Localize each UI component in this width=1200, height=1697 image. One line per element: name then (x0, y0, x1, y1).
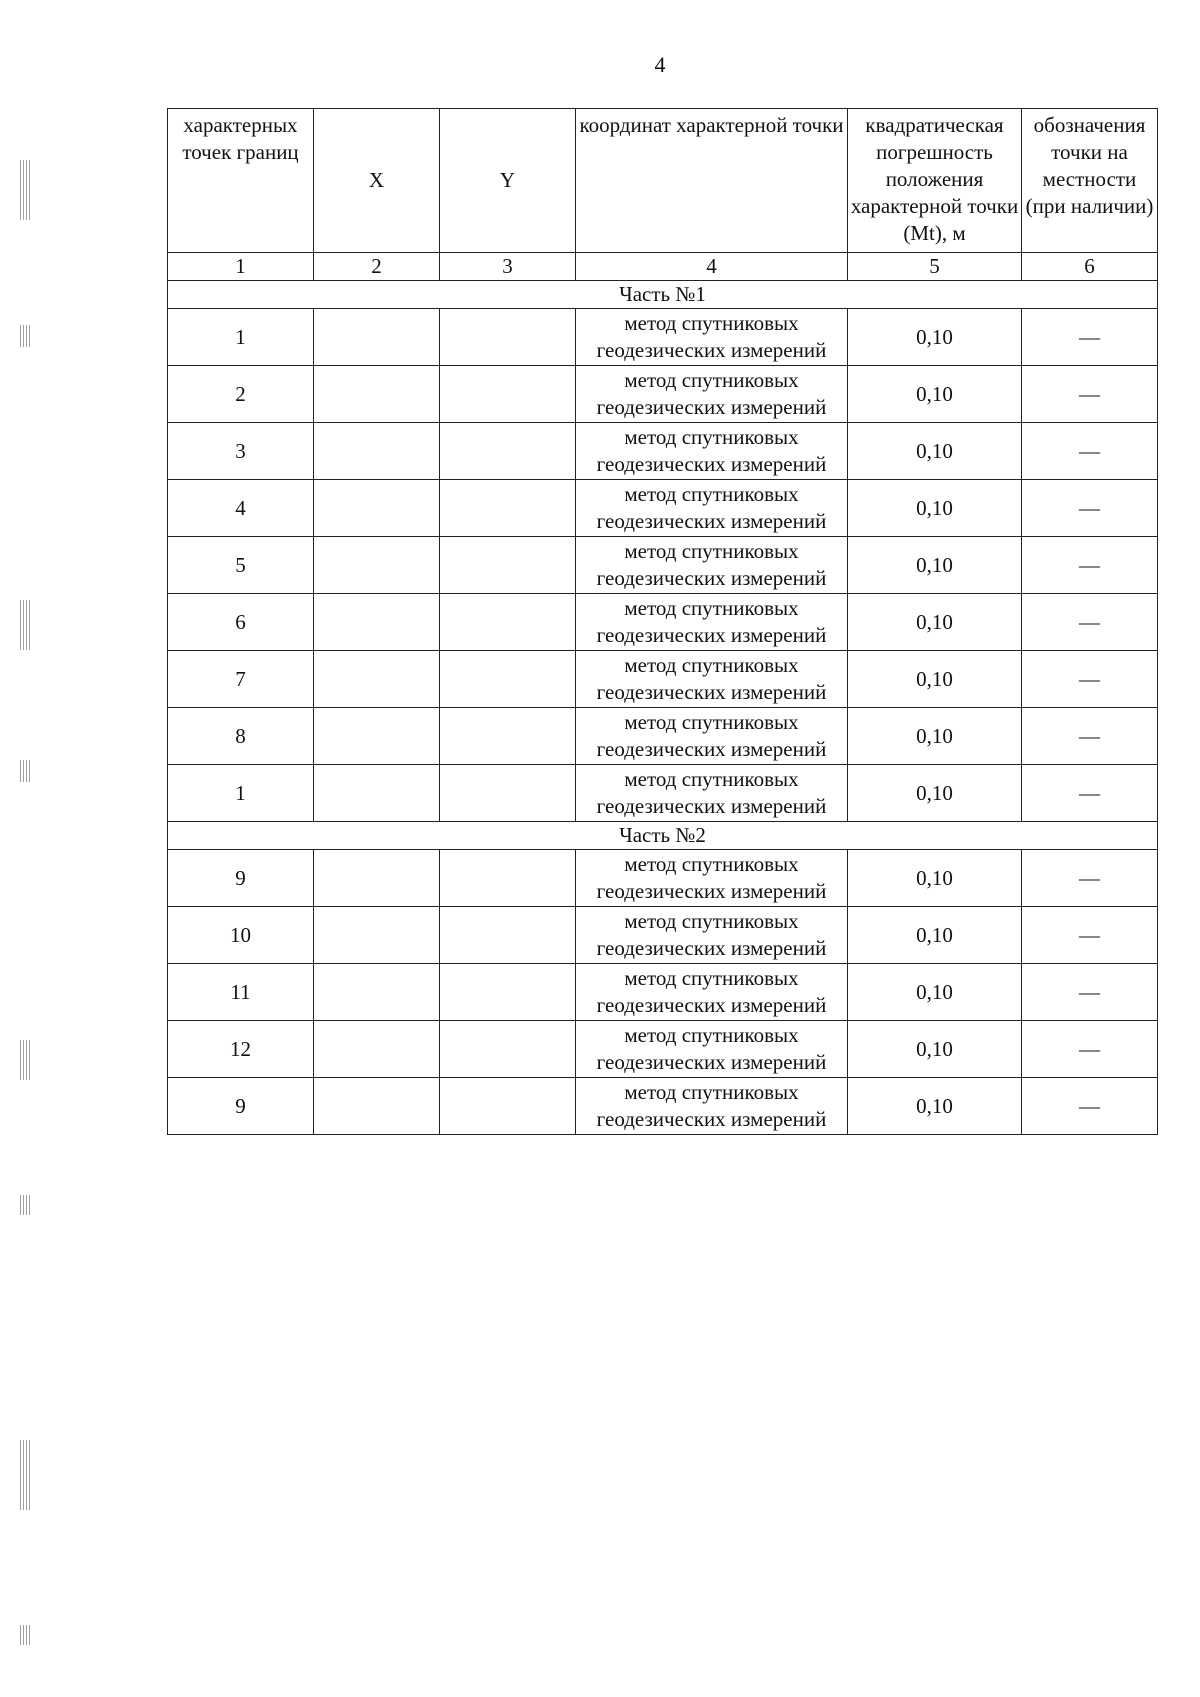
header-mark: обозначения точки на местности (при наличии) (1022, 109, 1158, 253)
table-row (168, 1021, 1158, 1078)
section-header-row (168, 281, 1158, 309)
section-title: Часть №1 (168, 281, 1158, 309)
cell-y (440, 1021, 576, 1078)
cell-method: метод спутниковых геодезических измерений (576, 423, 848, 480)
table-row (168, 423, 1158, 480)
cell-x (314, 708, 440, 765)
cell-x (314, 366, 440, 423)
table-row (168, 1078, 1158, 1135)
header-method: координат характерной точки (576, 109, 848, 253)
column-number: 5 (848, 253, 1022, 281)
table-row (168, 708, 1158, 765)
cell-method: метод спутниковых геодезических измерений (576, 1078, 848, 1135)
cell-mark: — (1022, 309, 1158, 366)
cell-y (440, 537, 576, 594)
cell-method: метод спутниковых геодезических измерений (576, 907, 848, 964)
cell-error: 0,10 (848, 964, 1022, 1021)
cell-y (440, 907, 576, 964)
cell-error: 0,10 (848, 309, 1022, 366)
cell-y (440, 1078, 576, 1135)
cell-y (440, 423, 576, 480)
cell-method: метод спутниковых геодезических измерений (576, 964, 848, 1021)
cell-error: 0,10 (848, 708, 1022, 765)
cell-mark: — (1022, 1021, 1158, 1078)
header-x: X (314, 109, 440, 253)
header-point-number: характерных точек границ (168, 109, 314, 253)
cell-x (314, 850, 440, 907)
cell-method: метод спутниковых геодезических измерений (576, 765, 848, 822)
cell-point-number: 11 (168, 964, 314, 1021)
column-number: 4 (576, 253, 848, 281)
cell-mark: — (1022, 594, 1158, 651)
column-number: 1 (168, 253, 314, 281)
cell-mark: — (1022, 1078, 1158, 1135)
cell-x (314, 309, 440, 366)
cell-point-number: 3 (168, 423, 314, 480)
cell-y (440, 651, 576, 708)
cell-y (440, 765, 576, 822)
cell-mark: — (1022, 964, 1158, 1021)
cell-mark: — (1022, 480, 1158, 537)
cell-y (440, 964, 576, 1021)
cell-y (440, 366, 576, 423)
table-row (168, 850, 1158, 907)
scan-binding-mark (20, 325, 30, 347)
scan-binding-mark (20, 1440, 30, 1510)
cell-y (440, 480, 576, 537)
cell-point-number: 8 (168, 708, 314, 765)
cell-x (314, 964, 440, 1021)
scan-binding-mark (20, 160, 30, 220)
table-row (168, 309, 1158, 366)
table-header-row (168, 109, 1158, 253)
cell-error: 0,10 (848, 423, 1022, 480)
table-row (168, 366, 1158, 423)
cell-point-number: 5 (168, 537, 314, 594)
cell-x (314, 480, 440, 537)
cell-mark: — (1022, 850, 1158, 907)
table-row (168, 594, 1158, 651)
cell-x (314, 651, 440, 708)
header-error: квадратическая погрешность положения характерной точки (Mt), м (848, 109, 1022, 253)
cell-y (440, 708, 576, 765)
cell-x (314, 765, 440, 822)
scan-binding-mark (20, 1625, 30, 1645)
cell-x (314, 907, 440, 964)
cell-mark: — (1022, 537, 1158, 594)
cell-mark: — (1022, 907, 1158, 964)
cell-x (314, 1078, 440, 1135)
scan-binding-mark (20, 1040, 30, 1080)
cell-method: метод спутниковых геодезических измерений (576, 708, 848, 765)
table-row (168, 964, 1158, 1021)
cell-point-number: 7 (168, 651, 314, 708)
cell-method: метод спутниковых геодезических измерений (576, 309, 848, 366)
cell-point-number: 2 (168, 366, 314, 423)
cell-y (440, 309, 576, 366)
cell-point-number: 1 (168, 309, 314, 366)
cell-point-number: 6 (168, 594, 314, 651)
cell-error: 0,10 (848, 480, 1022, 537)
cell-point-number: 9 (168, 850, 314, 907)
cell-mark: — (1022, 765, 1158, 822)
cell-x (314, 537, 440, 594)
cell-x (314, 594, 440, 651)
table-row (168, 765, 1158, 822)
column-number: 2 (314, 253, 440, 281)
cell-method: метод спутниковых геодезических измерений (576, 594, 848, 651)
scan-binding-mark (20, 600, 30, 650)
cell-y (440, 594, 576, 651)
cell-error: 0,10 (848, 850, 1022, 907)
cell-method: метод спутниковых геодезических измерений (576, 480, 848, 537)
cell-error: 0,10 (848, 594, 1022, 651)
table-row (168, 537, 1158, 594)
cell-method: метод спутниковых геодезических измерений (576, 651, 848, 708)
cell-point-number: 10 (168, 907, 314, 964)
cell-y (440, 850, 576, 907)
page-number: 4 (654, 52, 666, 77)
coordinates-table (167, 108, 1158, 1135)
cell-error: 0,10 (848, 907, 1022, 964)
cell-mark: — (1022, 366, 1158, 423)
cell-method: метод спутниковых геодезических измерений (576, 537, 848, 594)
column-number: 6 (1022, 253, 1158, 281)
cell-error: 0,10 (848, 651, 1022, 708)
cell-mark: — (1022, 708, 1158, 765)
cell-error: 0,10 (848, 1078, 1022, 1135)
scan-binding-mark (20, 1195, 30, 1215)
column-numbers-row (168, 253, 1158, 281)
cell-method: метод спутниковых геодезических измерений (576, 1021, 848, 1078)
header-y: Y (440, 109, 576, 253)
cell-x (314, 423, 440, 480)
cell-point-number: 4 (168, 480, 314, 537)
cell-x (314, 1021, 440, 1078)
column-number: 3 (440, 253, 576, 281)
table-row (168, 907, 1158, 964)
cell-error: 0,10 (848, 765, 1022, 822)
section-header-row (168, 822, 1158, 850)
table-row (168, 480, 1158, 537)
cell-mark: — (1022, 423, 1158, 480)
table-row (168, 651, 1158, 708)
cell-error: 0,10 (848, 366, 1022, 423)
cell-point-number: 12 (168, 1021, 314, 1078)
cell-method: метод спутниковых геодезических измерений (576, 366, 848, 423)
scan-binding-mark (20, 760, 30, 782)
cell-error: 0,10 (848, 537, 1022, 594)
cell-point-number: 1 (168, 765, 314, 822)
cell-point-number: 9 (168, 1078, 314, 1135)
cell-mark: — (1022, 651, 1158, 708)
section-title: Часть №2 (168, 822, 1158, 850)
cell-method: метод спутниковых геодезических измерений (576, 850, 848, 907)
cell-error: 0,10 (848, 1021, 1022, 1078)
